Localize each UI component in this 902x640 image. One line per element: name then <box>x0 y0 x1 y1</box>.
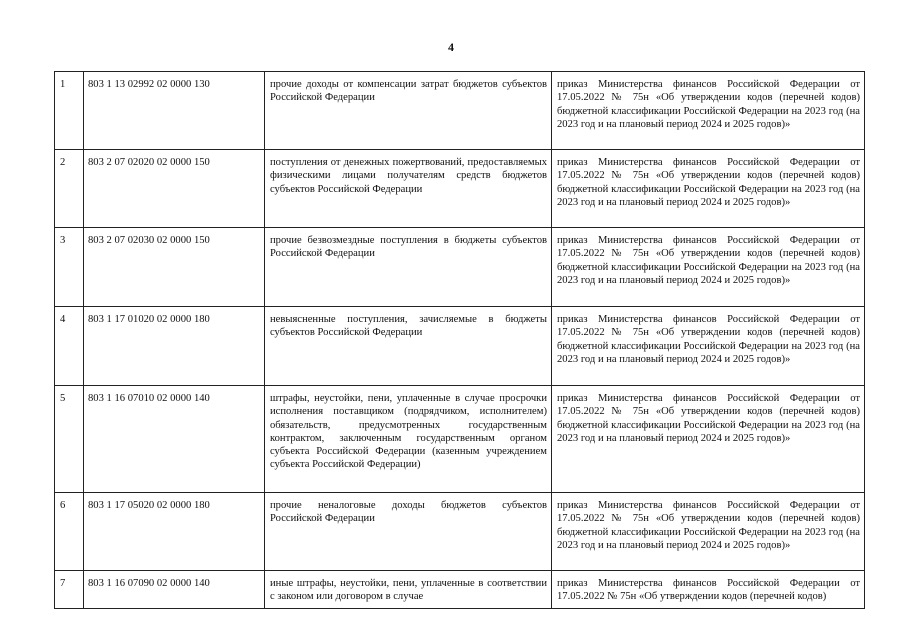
table-row <box>55 228 865 307</box>
table-row <box>55 571 865 609</box>
budget-classification-code: 803 1 17 05020 02 0000 180 <box>84 493 265 571</box>
table-row <box>55 493 865 571</box>
budget-classification-code: 803 1 17 01020 02 0000 180 <box>84 307 265 386</box>
row-number: 2 <box>55 150 84 228</box>
legal-basis: приказ Министерства финансов Российской Федерации от 17.05.2022 № 75н «Об утверждении кодов (перечней кодов) бюджетной классификации Российской Федерации на 2023 год (на 2023 год и на плановый период 2024 и 2025 годов)» <box>552 386 865 493</box>
page-number: 4 <box>448 40 454 54</box>
budget-classification-code: 803 2 07 02030 02 0000 150 <box>84 228 265 307</box>
row-number: 5 <box>55 386 84 493</box>
legal-basis: приказ Министерства финансов Российской Федерации от 17.05.2022 № 75н «Об утверждении кодов (перечней кодов) бюджетной классификации Российской Федерации на 2023 год (на 2023 год и на плановый период 2024 и 2025 годов)» <box>552 150 865 228</box>
revenue-description: штрафы, неустойки, пени, уплаченные в случае просрочки исполнения поставщиком (подрядчиком, исполнителем) обязательств, предусмотренных государственным контрактом, заключенным государственным органом субъекта Российской Федерации (казенным учреждением субъекта Российской Федерации) <box>265 386 552 493</box>
row-number: 6 <box>55 493 84 571</box>
row-number: 1 <box>55 72 84 150</box>
table-row <box>55 386 865 493</box>
revenue-description: поступления от денежных пожертвований, предоставляемых физическими лицами получателям средств бюджетов субъектов Российской Федерации <box>265 150 552 228</box>
row-number: 7 <box>55 571 84 609</box>
legal-basis: приказ Министерства финансов Российской Федерации от 17.05.2022 № 75н «Об утверждении кодов (перечней кодов) бюджетной классификации Российской Федерации на 2023 год (на 2023 год и на плановый период 2024 и 2025 годов)» <box>552 307 865 386</box>
budget-classification-code: 803 1 16 07010 02 0000 140 <box>84 386 265 493</box>
table-row <box>55 150 865 228</box>
legal-basis: приказ Министерства финансов Российской Федерации от 17.05.2022 № 75н «Об утверждении кодов (перечней кодов) бюджетной классификации Российской Федерации на 2023 год (на 2023 год и на плановый период 2024 и 2025 годов)» <box>552 493 865 571</box>
revenue-description: иные штрафы, неустойки, пени, уплаченные в соответствии с законом или договором в случае <box>265 571 552 609</box>
budget-classification-code: 803 2 07 02020 02 0000 150 <box>84 150 265 228</box>
revenue-description: прочие безвозмездные поступления в бюджеты субъектов Российской Федерации <box>265 228 552 307</box>
budget-classification-code: 803 1 13 02992 02 0000 130 <box>84 72 265 150</box>
row-number: 3 <box>55 228 84 307</box>
row-number: 4 <box>55 307 84 386</box>
legal-basis: приказ Министерства финансов Российской Федерации от 17.05.2022 № 75н «Об утверждении кодов (перечней кодов) <box>552 571 865 609</box>
legal-basis: приказ Министерства финансов Российской Федерации от 17.05.2022 № 75н «Об утверждении кодов (перечней кодов) бюджетной классификации Российской Федерации на 2023 год (на 2023 год и на плановый период 2024 и 2025 годов)» <box>552 72 865 150</box>
revenue-codes-table <box>54 71 865 609</box>
table-row <box>55 72 865 150</box>
table-row <box>55 307 865 386</box>
revenue-description: прочие доходы от компенсации затрат бюджетов субъектов Российской Федерации <box>265 72 552 150</box>
revenue-description: прочие неналоговые доходы бюджетов субъектов Российской Федерации <box>265 493 552 571</box>
legal-basis: приказ Министерства финансов Российской Федерации от 17.05.2022 № 75н «Об утверждении кодов (перечней кодов) бюджетной классификации Российской Федерации на 2023 год (на 2023 год и на плановый период 2024 и 2025 годов)» <box>552 228 865 307</box>
budget-classification-code: 803 1 16 07090 02 0000 140 <box>84 571 265 609</box>
revenue-description: невыясненные поступления, зачисляемые в бюджеты субъектов Российской Федерации <box>265 307 552 386</box>
